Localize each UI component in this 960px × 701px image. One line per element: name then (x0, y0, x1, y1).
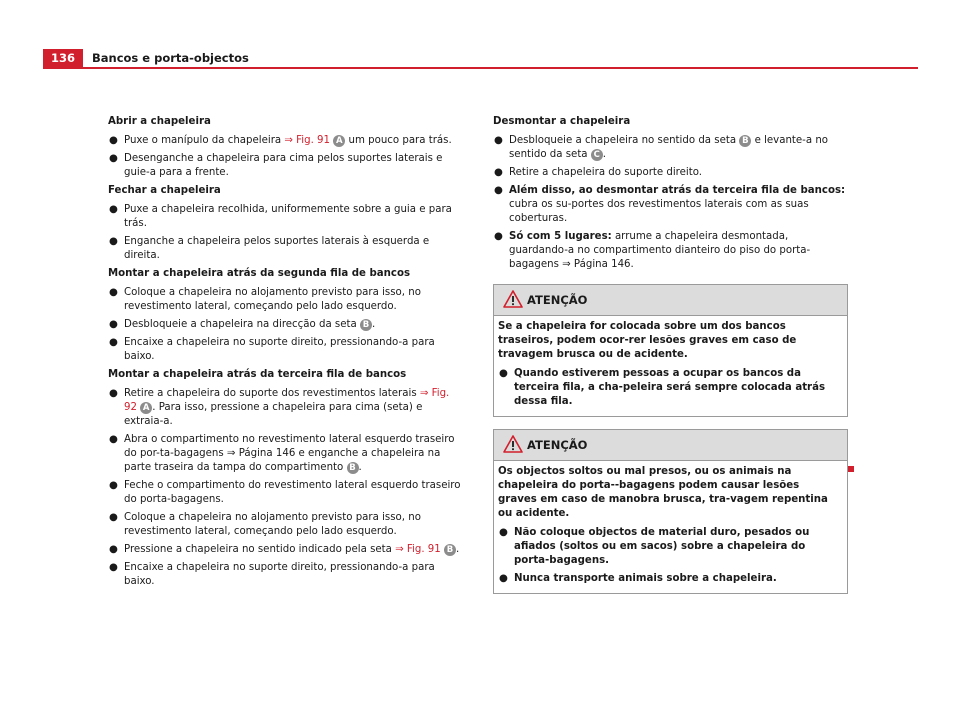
item-text: Retire a chapeleira do suporte dos revestimentos laterais (124, 388, 420, 399)
warning-header (494, 430, 847, 461)
bullet-icon: ● (494, 135, 503, 146)
list-item (498, 526, 841, 568)
list-item (108, 203, 463, 231)
list-item (108, 387, 463, 429)
item-text-bold: Só com 5 lugares: (509, 231, 612, 242)
item-text: Coloque a chapeleira no alojamento previsto para isso, no revestimento lateral, começando pelo lado esquerdo. (124, 512, 421, 537)
bullet-icon: ● (109, 319, 118, 330)
heading-mount-second-row: Montar a chapeleira atrás da segunda fila de bancos (108, 268, 411, 279)
item-text: Nunca transporte animais sobre a chapeleira. (514, 573, 777, 584)
bullet-icon: ● (109, 512, 118, 523)
list-item (108, 433, 463, 475)
item-text: Coloque a chapeleira no alojamento previsto para isso, no revestimento lateral, começando pelo lado esquerdo. (124, 287, 421, 312)
item-text: um pouco para trás. (345, 135, 452, 146)
bullet-icon: ● (494, 167, 503, 178)
figure-link[interactable]: ⇒ Fig. 91 (284, 135, 331, 146)
bullet-icon: ● (499, 573, 508, 584)
item-text-bold: Além disso, ao desmontar atrás da terceira fila de bancos: (509, 185, 846, 196)
list-item (108, 286, 463, 314)
callout-badge: B (444, 544, 456, 556)
heading-close: Fechar a chapeleira (108, 185, 221, 196)
warning-triangle-icon (503, 435, 523, 458)
item-text: . Para isso, pressione a chapeleira para cima (seta) e extraia-a. (124, 402, 423, 427)
page-number: 136 (43, 49, 83, 67)
item-text: Quando estiverem pessoas a ocupar os bancos da terceira fila, a cha-peleira será sempre colocada atrás dessa fila. (514, 368, 826, 407)
item-text: . (371, 319, 376, 330)
item-text: . (456, 544, 460, 555)
item-text: arrume a chapeleira desmontada, guardando-a no compartimento dianteiro do piso do porta-bagagens ⇒ Página 146. (509, 231, 811, 270)
list-item (498, 572, 841, 586)
bullet-icon: ● (499, 527, 508, 538)
warning-triangle-icon (503, 290, 523, 313)
bullet-icon: ● (499, 368, 508, 379)
figure-link[interactable]: ⇒ Fig. 92 (124, 388, 450, 413)
list-item (108, 152, 463, 180)
warning-box (493, 284, 848, 417)
bullet-icon: ● (109, 388, 118, 399)
list-item (108, 318, 463, 332)
callout-badge: C (591, 149, 603, 161)
heading-open: Abrir a chapeleira (108, 116, 211, 127)
list-item (108, 543, 463, 557)
bullet-icon: ● (109, 287, 118, 298)
item-text: Encaixe a chapeleira no suporte direito, pressionando-a para baixo. (124, 337, 435, 362)
bullet-icon: ● (109, 480, 118, 491)
warning-box (493, 429, 848, 594)
warning-body (494, 316, 847, 416)
header-rule (43, 67, 918, 69)
section-end-marker (848, 466, 854, 472)
item-text: Desbloqueie a chapeleira no sentido da seta (509, 135, 740, 146)
callout-badge: B (360, 319, 372, 331)
bullet-icon: ● (109, 204, 118, 215)
figure-link[interactable]: ⇒ Fig. 91 (395, 544, 441, 555)
warning-title: ATENÇÃO (527, 438, 588, 452)
warning-text: Se a chapeleira for colocada sobre um dos bancos traseiros, podem ocor-rer lesões graves em caso de travagem brusca ou de acidente. (498, 321, 797, 360)
item-text: Desbloqueie a chapeleira na direcção da seta (124, 319, 360, 330)
item-text: Feche o compartimento do revestimento lateral esquerdo traseiro do porta-bagagens. (124, 480, 461, 505)
bullet-icon: ● (109, 337, 118, 348)
callout-badge: A (333, 135, 345, 147)
list-item (498, 367, 841, 409)
bullet-icon: ● (109, 544, 118, 555)
warning-header (494, 285, 847, 316)
list-item (108, 134, 463, 148)
item-text: Pressione a chapeleira no sentido indicado pela seta (124, 544, 396, 555)
bullet-icon: ● (109, 153, 118, 164)
bullet-icon: ● (494, 185, 503, 196)
callout-badge: A (140, 402, 152, 414)
item-text: Desenganche a chapeleira para cima pelos suportes laterais e guie-a para a frente. (124, 153, 443, 178)
heading-remove: Desmontar a chapeleira (493, 116, 631, 127)
item-text: Abra o compartimento no revestimento lateral esquerdo traseiro do por-ta-bagagens ⇒ Página 146 e enganche a chapeleira na parte traseira da tampa do compartimento (124, 434, 455, 473)
heading-mount-third-row: Montar a chapeleira atrás da terceira fila de bancos (108, 369, 407, 380)
right-column (493, 115, 848, 594)
callout-badge: B (347, 462, 359, 474)
chapter-title: Bancos e porta-objectos (92, 51, 249, 65)
item-text: Encaixe a chapeleira no suporte direito, pressionando-a para baixo. (124, 562, 435, 587)
warning-body (494, 461, 847, 593)
warning-title: ATENÇÃO (527, 293, 588, 307)
list-item (493, 166, 848, 180)
list-item (108, 479, 463, 507)
bullet-icon: ● (109, 135, 118, 146)
bullet-icon: ● (109, 562, 118, 573)
item-text: Retire a chapeleira do suporte direito. (509, 167, 703, 178)
warning-text: Os objectos soltos ou mal presos, ou os animais na chapeleira do porta--bagagens podem causar lesões graves em caso de manobra brusca, tra-vagem repentina ou acidente. (498, 466, 828, 519)
item-text: Puxe o manípulo da chapeleira (124, 135, 285, 146)
callout-badge: B (739, 135, 751, 147)
bullet-icon: ● (494, 231, 503, 242)
item-text: . (602, 149, 607, 160)
item-text: Enganche a chapeleira pelos suportes laterais à esquerda e direita. (124, 236, 430, 261)
bullet-icon: ● (109, 236, 118, 247)
item-text: . (358, 462, 362, 473)
bullet-icon: ● (109, 434, 118, 445)
item-text: Puxe a chapeleira recolhida, uniformemente sobre a guia e para trás. (124, 204, 452, 229)
list-item (108, 336, 463, 364)
item-text: cubra os su-portes dos revestimentos laterais com as suas coberturas. (509, 199, 809, 224)
list-item (108, 235, 463, 263)
item-text: Não coloque objectos de material duro, pesados ou afiados (soltos ou em sacos) sobre a chapeleira do porta-bagagens. (514, 527, 810, 566)
list-item (108, 561, 463, 589)
list-item (493, 134, 848, 162)
item-text: e levante-a no sentido da seta (509, 135, 829, 160)
list-item (493, 230, 848, 272)
list-item (108, 511, 463, 539)
list-item (493, 184, 848, 226)
left-column (108, 115, 463, 593)
